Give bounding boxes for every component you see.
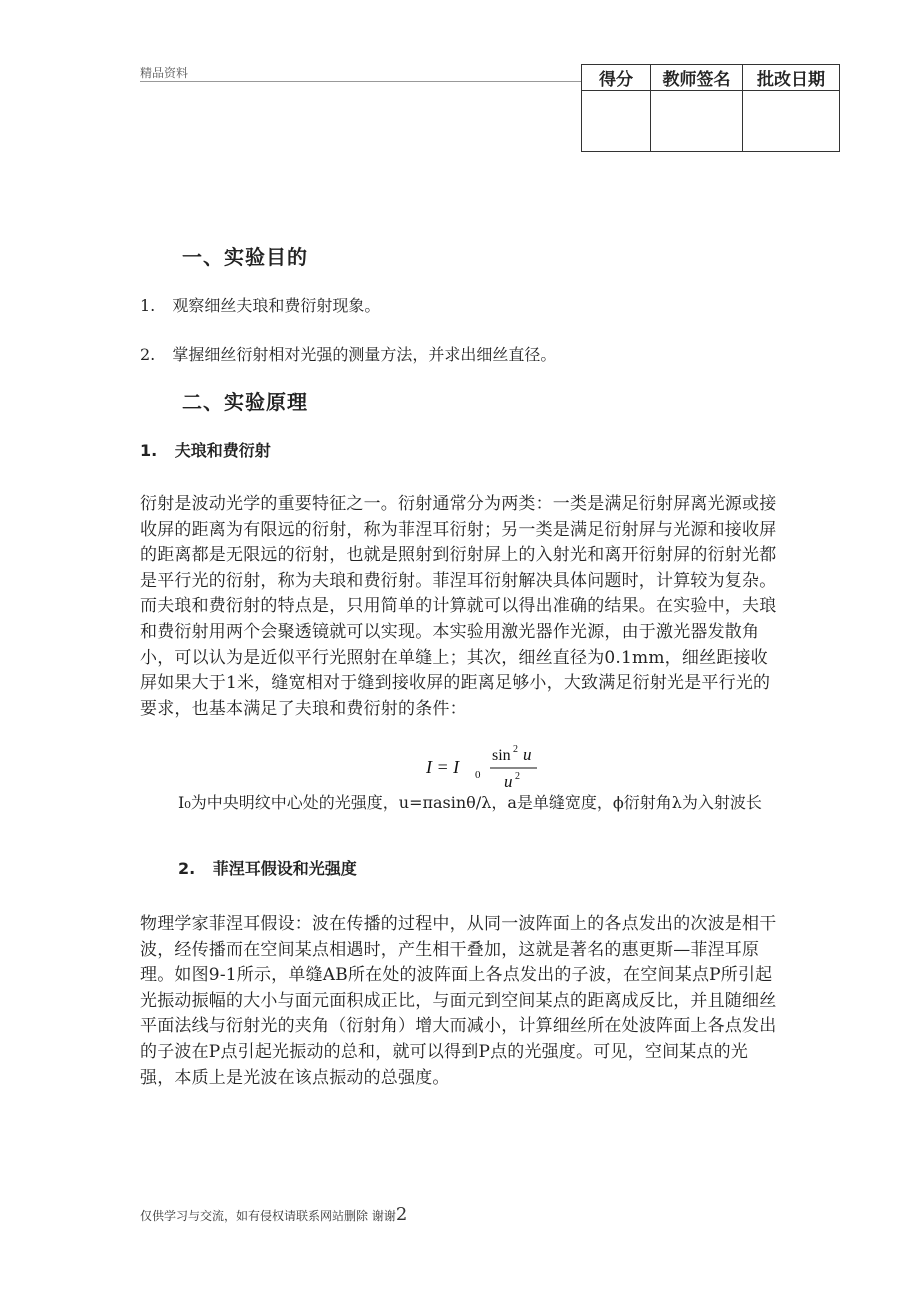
formula-caption: I₀为中央明纹中心处的光强度，u=πasinθ/λ，a是单缝宽度，ϕ衍射角λ为入射波长 — [178, 793, 762, 812]
grade-table-cell-score[interactable] — [582, 91, 651, 152]
item-text: 掌握细丝衍射相对光强的测量方法，并求出细丝直径。 — [172, 345, 557, 364]
paragraph-fraunhofer: 衍射是波动光学的重要特征之一。衍射通常分为两类：一类是满足衍射屏离光源或接收屏的距离为有限远的衍射，称为菲涅耳衍射；另一类是满足衍射屏与光源和接收屏的距离都是无限远的衍射，也就是照射到衍射屏上的入射光和离开衍射屏的衍射光都是平行光的衍射，称为夫琅和费衍射。菲涅耳衍射解决具体问题时，计算较为复杂。而夫琅和费衍射的特点是，只用简单的计算就可以得出准确的结果。在实验中，夫琅和费衍射用两个会聚透镜就可以实现。本实验用激光器作光源，由于激光器发散角小，可以认为是近似平行光照射在单缝上；其次，细丝直径为0.1mm，细丝距接收屏如果大于1米，缝宽相对于缝到接收屏的距离足够小，大致满足衍射光是平行光的要求，也基本满足了夫琅和费衍射的条件： — [140, 494, 777, 719]
section1-item-2 — [140, 342, 556, 365]
footer-text: 仅供学习与交流，如有侵权请联系网站删除 谢谢 — [140, 1209, 396, 1223]
section2-title: 二、实验原理 — [182, 390, 308, 414]
section1-title: 一、实验目的 — [182, 245, 308, 269]
formula-var: u — [523, 745, 532, 764]
subsection-text: 菲涅耳假设和光强度 — [212, 859, 357, 878]
grade-table-header-teacher: 教师签名 — [651, 65, 743, 91]
formula-num-exp: 2 — [513, 744, 518, 755]
item-text: 观察细丝夫琅和费衍射现象。 — [172, 296, 381, 315]
subsection-1-title — [140, 438, 271, 461]
subsection-number: 1. — [140, 441, 158, 460]
subsection-2-title — [178, 856, 357, 879]
item-number: 2. — [140, 345, 156, 364]
header-rule — [140, 81, 582, 82]
formula-lhs: I = I — [426, 757, 460, 777]
footer — [140, 1204, 407, 1225]
grade-table-header-score: 得分 — [582, 65, 651, 91]
page-number: 2 — [395, 1204, 408, 1225]
paragraph-fresnel: 物理学家菲涅耳假设：波在传播的过程中，从同一波阵面上的各点发出的次波是相干波，经传播而在空间某点相遇时，产生相干叠加，这就是著名的惠更斯—菲涅耳原理。如图9-1所示，单缝AB所在处的波阵面上各点发出的子波，在空间某点P所引起光振动振幅的大小与面元面积成正比，与面元到空间某点的距离成反比，并且随细丝平面法线与衍射光的夹角（衍射角）增大而减小，计算细丝所在处波阵面上各点发出的子波在P点引起光振动的总和，就可以得到P点的光强度。可见，空间某点的光强，本质上是光波在该点振动的总强度。 — [140, 914, 777, 1088]
grade-table-header-date: 批改日期 — [743, 65, 840, 91]
formula-den-exp: 2 — [515, 771, 520, 782]
subsection-number: 2. — [178, 859, 196, 878]
grade-table-cell-date[interactable] — [743, 91, 840, 152]
subsection-text: 夫琅和费衍射 — [174, 441, 271, 460]
formula-num: sin — [492, 747, 511, 764]
formula-den: u — [504, 772, 513, 791]
formula-sub: 0 — [475, 769, 481, 781]
intensity-formula — [420, 742, 540, 794]
grade-table-cell-teacher[interactable] — [651, 91, 743, 152]
header-label: 精品资料 — [140, 66, 189, 80]
grade-table — [581, 64, 840, 152]
section1-item-1 — [140, 293, 380, 316]
item-number: 1. — [140, 296, 156, 315]
